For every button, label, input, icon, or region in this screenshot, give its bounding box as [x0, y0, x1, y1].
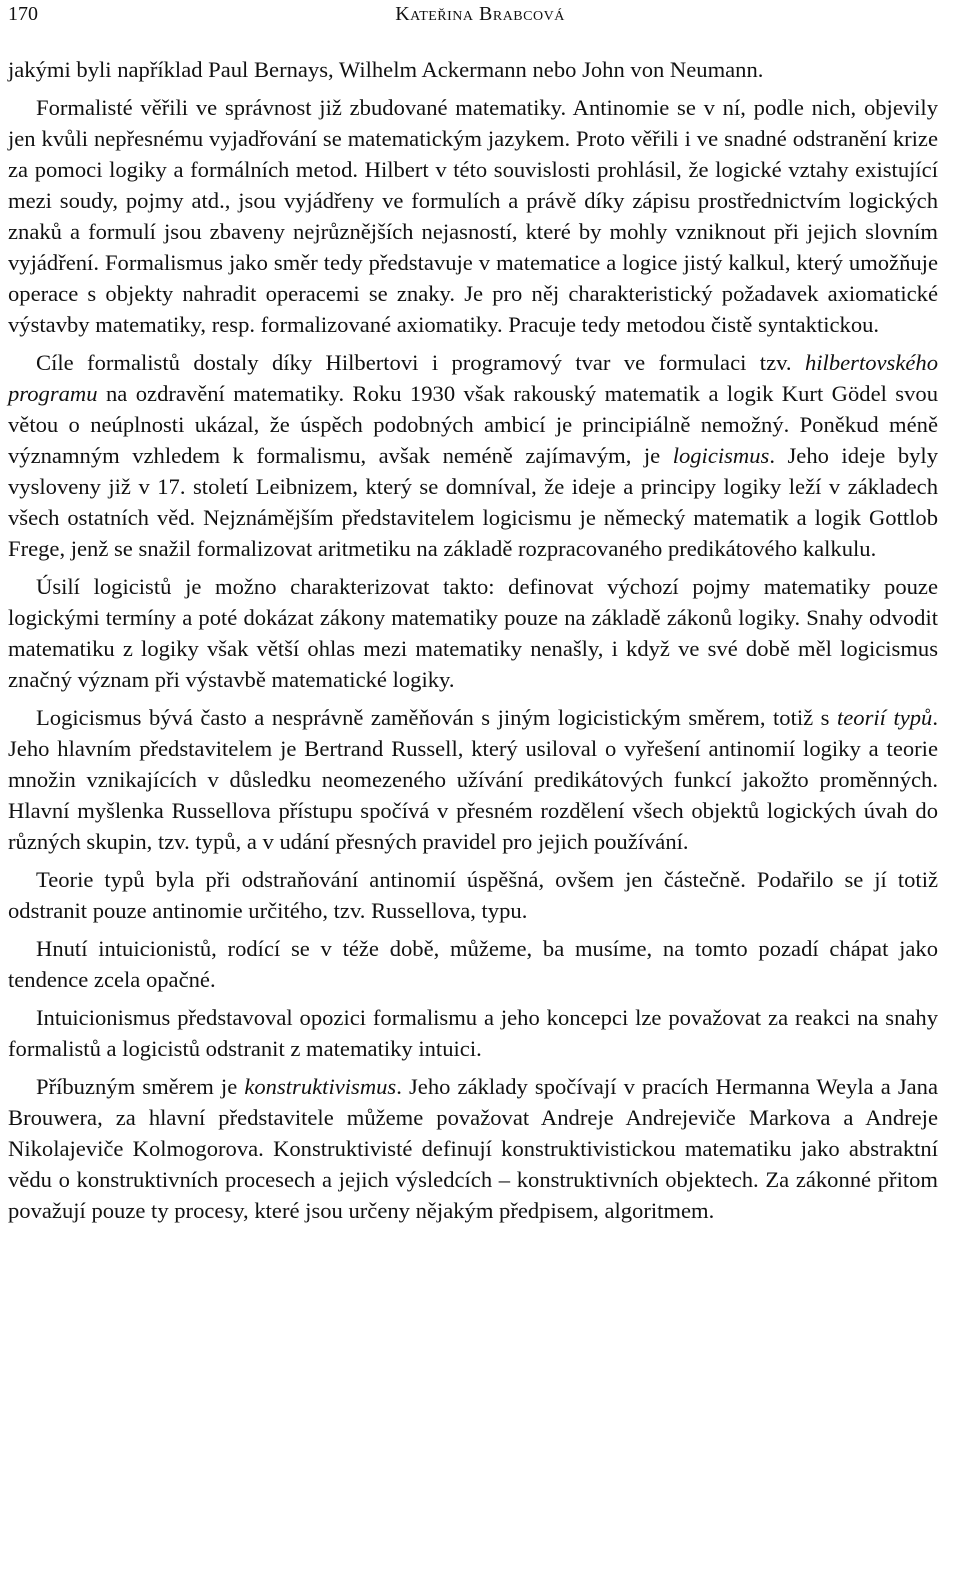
- paragraph: [8, 347, 938, 564]
- text-run: Formalisté věřili ve správnost již zbudované matematiky. Antinomie se v ní, podle nich, objevily jen kvůli nepřesnému vyjadřování se matematickým jazykem. Proto věřili i ve snadné odstranění krize za pomoci logiky a formálních metod. Hilbert v této souvislosti prohlásil, že logické vztahy existující mezi soudy, pojmy atd., jsou vyjádřeny ve formulích a právě díky zápisu prostřednictvím logických znaků a formulí jsou zbaveny nejrůznějších nejasností, které by mohly vzniknout při jejich slovním vyjádření. Formalismus jako směr tedy představuje v matematice a logice jistý kalkul, který umožňuje operace s objekty nahradit operacemi se znaky. Je pro něj charakteristický požadavek axiomatické výstavby matematiky, resp. formalizované axiomatiky. Pracuje tedy metodou čistě syntaktickou.: [8, 95, 938, 337]
- paragraph: [8, 54, 938, 85]
- italic-term: hilbertovského programu: [8, 350, 938, 406]
- text-run: Logicismus bývá často a nesprávně zaměňován s jiným logicistickým směrem, totiž s: [36, 705, 837, 730]
- paragraph: [8, 571, 938, 695]
- paragraph: [8, 864, 938, 926]
- text-run: Hnutí intuicionistů, rodící se v téže době, můžeme, ba musíme, na tomto pozadí chápat jako tendence zcela opačné.: [8, 936, 938, 992]
- body-text: [8, 54, 938, 1233]
- italic-term: konstruktivismus: [244, 1074, 397, 1099]
- paragraph: [8, 1002, 938, 1064]
- text-run: Úsilí logicistů je možno charakterizovat takto: definovat výchozí pojmy matematiky pouze logickými termíny a poté dokázat zákony matematiky pouze na základě zákonů logiky. Snahy odvodit matematiku z logiky však větší ohlas mezi matematiky nenašly, i když ve své době měl logicismus značný význam při výstavbě matematické logiky.: [8, 574, 938, 692]
- text-run: Teorie typů byla při odstraňování antinomií úspěšná, ovšem jen částečně. Podařilo se jí totiž odstranit pouze antinomie určitého, tzv. Russellova, typu.: [8, 867, 938, 923]
- text-run: Cíle formalistů dostaly díky Hilbertovi i programový tvar ve formulaci tzv.: [36, 350, 805, 375]
- text-run: Příbuzným směrem je: [36, 1074, 245, 1099]
- paragraph: [8, 92, 938, 340]
- italic-term: logicismus: [672, 443, 770, 468]
- text-run: jakými byli například Paul Bernays, Wilhelm Ackermann nebo John von Neumann.: [8, 57, 764, 82]
- text-run: . Jeho hlavním představitelem je Bertrand Russell, který usiloval o vyřešení antinomií logiky a teorie množin vznikajících v důsledku neomezeného užívání predikátových funkcí jakožto proměnných. Hlavní myšlenka Russellova přístupu spočívá v přesném rozdělení všech objektů logických úvah do různých skupin, tzv. typů, a v udání přesných pravidel pro jejich používání.: [8, 705, 938, 854]
- text-run: . Jeho ideje byly vysloveny již v 17. století Leibnizem, který se domníval, že ideje a principy logiky leží v základech všech ostatních věd. Nejznámějším představitelem logicismu je německý matematik a logik Gottlob Frege, jenž se snažil formalizovat aritmetiku na základě rozpracovaného predikátového kalkulu.: [8, 443, 938, 561]
- italic-term: teorií typů: [836, 705, 933, 730]
- paragraph: [8, 1071, 938, 1226]
- page-number: 170: [8, 3, 38, 25]
- text-run: Intuicionismus představoval opozici formalismu a jeho koncepci lze považovat za reakci na snahy formalistů a logicistů odstranit z matematiky intuici.: [8, 1005, 938, 1061]
- running-head: Kateřina Brabcová: [395, 3, 565, 25]
- text-run: . Jeho základy spočívají v pracích Hermanna Weyla a Jana Brouwera, za hlavní představitele můžeme považovat Andreje Andrejeviče Markova a Andreje Nikolajeviče Kolmogorova. Konstruktivisté definují konstruktivistickou matematiku jako abstraktní vědu o konstruktivních procesech a jejich výsledcích – konstruktivních objektech. Za zákonné přitom považují pouze ty procesy, které jsou určeny nějakým předpisem, algoritmem.: [8, 1074, 938, 1223]
- paragraph: [8, 933, 938, 995]
- paragraph: [8, 702, 938, 857]
- text-run: na ozdravění matematiky. Roku 1930 však rakouský matematik a logik Kurt Gödel svou větou o neúplnosti ukázal, že úspěch podobných ambicí je principiálně nemožný. Poněkud méně významným vzhledem k formalismu, avšak neméně zajímavým, je: [8, 381, 938, 468]
